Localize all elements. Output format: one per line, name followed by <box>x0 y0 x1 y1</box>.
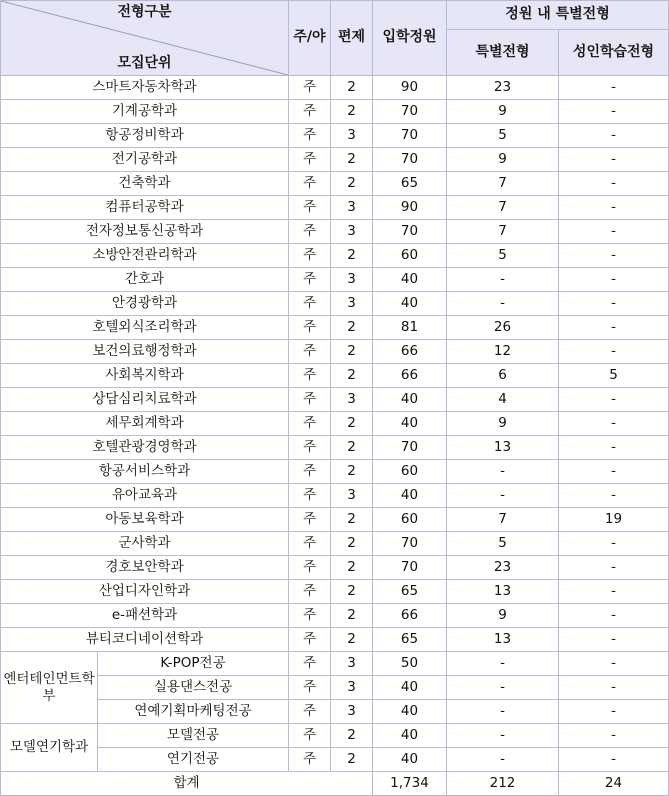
special-cell: 5 <box>447 244 559 268</box>
quota-cell: 40 <box>373 748 447 772</box>
quota-header: 입학정원 <box>373 1 447 76</box>
special-cell: 23 <box>447 76 559 100</box>
special-cell: 5 <box>447 124 559 148</box>
special-cell: - <box>447 484 559 508</box>
quota-cell: 90 <box>373 76 447 100</box>
years-cell: 3 <box>331 652 373 676</box>
adult-cell: - <box>559 532 669 556</box>
day-night-cell: 주 <box>289 220 331 244</box>
table-row <box>1 484 669 508</box>
table-row <box>1 172 669 196</box>
quota-cell: 70 <box>373 124 447 148</box>
table-row <box>1 364 669 388</box>
department-cell: 산업디자인학과 <box>1 580 289 604</box>
major-cell: K-POP전공 <box>98 652 289 676</box>
special-cell: 9 <box>447 148 559 172</box>
quota-cell: 70 <box>373 556 447 580</box>
adult-cell: - <box>559 484 669 508</box>
special-cell: 9 <box>447 412 559 436</box>
years-cell: 2 <box>331 436 373 460</box>
department-cell: 보건의료행정학과 <box>1 340 289 364</box>
special-cell: 26 <box>447 316 559 340</box>
special-cell: - <box>447 460 559 484</box>
adult-cell: 19 <box>559 508 669 532</box>
years-cell: 2 <box>331 148 373 172</box>
quota-cell: 40 <box>373 412 447 436</box>
table-row <box>1 316 669 340</box>
department-cell: 경호보안학과 <box>1 556 289 580</box>
day-night-cell: 주 <box>289 292 331 316</box>
years-cell: 3 <box>331 676 373 700</box>
quota-cell: 65 <box>373 628 447 652</box>
table-row <box>1 556 669 580</box>
department-cell: 아동보육학과 <box>1 508 289 532</box>
years-cell: 2 <box>331 364 373 388</box>
years-cell: 2 <box>331 172 373 196</box>
major-cell: 모델전공 <box>98 724 289 748</box>
major-cell: 연예기획마케팅전공 <box>98 700 289 724</box>
table-row <box>1 388 669 412</box>
department-cell: 항공서비스학과 <box>1 460 289 484</box>
years-cell: 3 <box>331 484 373 508</box>
years-cell: 2 <box>331 316 373 340</box>
years-cell: 3 <box>331 196 373 220</box>
special-cell: 5 <box>447 532 559 556</box>
adult-cell: - <box>559 604 669 628</box>
adult-cell: - <box>559 148 669 172</box>
total-special: 212 <box>447 772 559 796</box>
day-night-cell: 주 <box>289 148 331 172</box>
special-cell: 7 <box>447 220 559 244</box>
day-night-cell: 주 <box>289 196 331 220</box>
table-row <box>1 676 669 700</box>
quota-cell: 65 <box>373 172 447 196</box>
table-row <box>1 580 669 604</box>
department-cell: 전기공학과 <box>1 148 289 172</box>
adult-cell: - <box>559 220 669 244</box>
quota-cell: 66 <box>373 364 447 388</box>
adult-cell: - <box>559 244 669 268</box>
special-cell: 9 <box>447 604 559 628</box>
table-row <box>1 628 669 652</box>
day-night-cell: 주 <box>289 124 331 148</box>
quota-cell: 81 <box>373 316 447 340</box>
quota-cell: 40 <box>373 484 447 508</box>
table-row <box>1 220 669 244</box>
special-cell: 9 <box>447 100 559 124</box>
department-cell: 기계공학과 <box>1 100 289 124</box>
special-cell: - <box>447 700 559 724</box>
quota-cell: 40 <box>373 724 447 748</box>
special-group-header: 정원 내 특별전형 <box>447 1 669 30</box>
quota-cell: 70 <box>373 148 447 172</box>
quota-cell: 70 <box>373 100 447 124</box>
quota-cell: 40 <box>373 676 447 700</box>
special-cell: 6 <box>447 364 559 388</box>
day-night-cell: 주 <box>289 652 331 676</box>
day-night-cell: 주 <box>289 508 331 532</box>
table-row <box>1 532 669 556</box>
quota-cell: 70 <box>373 532 447 556</box>
special-header: 특별전형 <box>447 30 559 76</box>
adult-cell: - <box>559 556 669 580</box>
adult-header: 성인학습전형 <box>559 30 669 76</box>
adult-cell: - <box>559 124 669 148</box>
day-night-cell: 주 <box>289 628 331 652</box>
department-cell: 군사학과 <box>1 532 289 556</box>
group-cell: 모델연기학과 <box>1 724 98 772</box>
table-row <box>1 124 669 148</box>
years-cell: 2 <box>331 556 373 580</box>
department-cell: 소방안전관리학과 <box>1 244 289 268</box>
day-night-cell: 주 <box>289 604 331 628</box>
special-cell: 13 <box>447 628 559 652</box>
adult-cell: - <box>559 628 669 652</box>
table-row <box>1 724 669 748</box>
years-cell: 2 <box>331 724 373 748</box>
table-row <box>1 244 669 268</box>
adult-cell: - <box>559 340 669 364</box>
years-cell: 2 <box>331 100 373 124</box>
quota-cell: 60 <box>373 244 447 268</box>
years-cell: 3 <box>331 700 373 724</box>
day-night-cell: 주 <box>289 436 331 460</box>
quota-cell: 90 <box>373 196 447 220</box>
quota-cell: 40 <box>373 292 447 316</box>
special-cell: - <box>447 652 559 676</box>
day-night-cell: 주 <box>289 580 331 604</box>
table-row <box>1 196 669 220</box>
day-night-cell: 주 <box>289 532 331 556</box>
category-unit-header <box>1 1 289 76</box>
years-cell: 3 <box>331 388 373 412</box>
day-night-cell: 주 <box>289 556 331 580</box>
department-cell: 스마트자동차학과 <box>1 76 289 100</box>
quota-cell: 60 <box>373 508 447 532</box>
special-cell: 7 <box>447 172 559 196</box>
quota-cell: 70 <box>373 220 447 244</box>
table-row <box>1 268 669 292</box>
adult-cell: - <box>559 196 669 220</box>
years-cell: 2 <box>331 244 373 268</box>
day-night-cell: 주 <box>289 364 331 388</box>
department-cell: 뷰티코디네이션학과 <box>1 628 289 652</box>
adult-cell: - <box>559 100 669 124</box>
quota-cell: 65 <box>373 580 447 604</box>
table-row <box>1 652 669 676</box>
table-body <box>1 76 669 796</box>
table-row <box>1 340 669 364</box>
years-cell: 2 <box>331 508 373 532</box>
special-cell: - <box>447 676 559 700</box>
table-row <box>1 76 669 100</box>
special-cell: 13 <box>447 436 559 460</box>
group-cell: 엔터테인먼트학부 <box>1 652 98 724</box>
adult-cell: - <box>559 460 669 484</box>
department-cell: 안경광학과 <box>1 292 289 316</box>
special-cell: 12 <box>447 340 559 364</box>
table-row <box>1 508 669 532</box>
years-cell: 3 <box>331 268 373 292</box>
day-night-cell: 주 <box>289 76 331 100</box>
years-cell: 2 <box>331 604 373 628</box>
quota-cell: 60 <box>373 460 447 484</box>
department-cell: e-패션학과 <box>1 604 289 628</box>
table-row <box>1 412 669 436</box>
adult-cell: - <box>559 76 669 100</box>
quota-cell: 40 <box>373 268 447 292</box>
special-cell: 7 <box>447 196 559 220</box>
adult-cell: - <box>559 292 669 316</box>
day-night-cell: 주 <box>289 412 331 436</box>
quota-cell: 70 <box>373 436 447 460</box>
day-night-cell: 주 <box>289 748 331 772</box>
adult-cell: - <box>559 268 669 292</box>
years-cell: 2 <box>331 76 373 100</box>
years-cell: 3 <box>331 124 373 148</box>
table-row <box>1 700 669 724</box>
table-row <box>1 148 669 172</box>
special-cell: - <box>447 748 559 772</box>
years-cell: 2 <box>331 580 373 604</box>
adult-cell: - <box>559 748 669 772</box>
quota-cell: 40 <box>373 388 447 412</box>
years-cell: 2 <box>331 532 373 556</box>
table-row <box>1 748 669 772</box>
department-cell: 호텔관광경영학과 <box>1 436 289 460</box>
major-cell: 실용댄스전공 <box>98 676 289 700</box>
day-night-cell: 주 <box>289 244 331 268</box>
adult-cell: - <box>559 580 669 604</box>
adult-cell: - <box>559 724 669 748</box>
table-row <box>1 100 669 124</box>
department-cell: 유아교육과 <box>1 484 289 508</box>
department-cell: 간호과 <box>1 268 289 292</box>
adult-cell: - <box>559 172 669 196</box>
special-cell: - <box>447 292 559 316</box>
day-night-cell: 주 <box>289 172 331 196</box>
adult-cell: - <box>559 316 669 340</box>
years-cell: 2 <box>331 340 373 364</box>
department-cell: 호텔외식조리학과 <box>1 316 289 340</box>
adult-cell: - <box>559 388 669 412</box>
adult-cell: - <box>559 700 669 724</box>
unit-header: 모집단위 <box>117 54 172 71</box>
major-cell: 연기전공 <box>98 748 289 772</box>
day-night-cell: 주 <box>289 676 331 700</box>
day-night-cell: 주 <box>289 316 331 340</box>
total-quota: 1,734 <box>373 772 447 796</box>
adult-cell: - <box>559 676 669 700</box>
special-cell: 4 <box>447 388 559 412</box>
special-cell: 23 <box>447 556 559 580</box>
day-night-cell: 주 <box>289 724 331 748</box>
years-cell: 3 <box>331 292 373 316</box>
years-cell: 3 <box>331 220 373 244</box>
adult-cell: - <box>559 436 669 460</box>
department-cell: 상담심리치료학과 <box>1 388 289 412</box>
department-cell: 건축학과 <box>1 172 289 196</box>
table-row <box>1 292 669 316</box>
table-row <box>1 604 669 628</box>
quota-cell: 66 <box>373 604 447 628</box>
day-night-cell: 주 <box>289 388 331 412</box>
total-label: 합계 <box>1 772 373 796</box>
day-night-cell: 주 <box>289 460 331 484</box>
department-cell: 항공정비학과 <box>1 124 289 148</box>
special-cell: 13 <box>447 580 559 604</box>
department-cell: 세무회계학과 <box>1 412 289 436</box>
table-row <box>1 460 669 484</box>
special-cell: - <box>447 268 559 292</box>
quota-cell: 40 <box>373 700 447 724</box>
day-night-cell: 주 <box>289 484 331 508</box>
adult-cell: - <box>559 412 669 436</box>
years-cell: 2 <box>331 748 373 772</box>
department-cell: 전자정보통신공학과 <box>1 220 289 244</box>
years-cell: 2 <box>331 628 373 652</box>
special-cell: - <box>447 724 559 748</box>
day-night-cell: 주 <box>289 340 331 364</box>
quota-cell: 66 <box>373 340 447 364</box>
department-cell: 컴퓨터공학과 <box>1 196 289 220</box>
department-cell: 사회복지학과 <box>1 364 289 388</box>
day-night-cell: 주 <box>289 268 331 292</box>
quota-cell: 50 <box>373 652 447 676</box>
category-header: 전형구분 <box>117 4 172 20</box>
day-night-cell: 주 <box>289 100 331 124</box>
years-cell: 2 <box>331 460 373 484</box>
years-header: 편제 <box>331 1 373 76</box>
day-night-header: 주/야 <box>289 1 331 76</box>
adult-cell: 5 <box>559 364 669 388</box>
total-adult: 24 <box>559 772 669 796</box>
adult-cell: - <box>559 652 669 676</box>
years-cell: 2 <box>331 412 373 436</box>
special-cell: 7 <box>447 508 559 532</box>
table-row <box>1 436 669 460</box>
day-night-cell: 주 <box>289 700 331 724</box>
